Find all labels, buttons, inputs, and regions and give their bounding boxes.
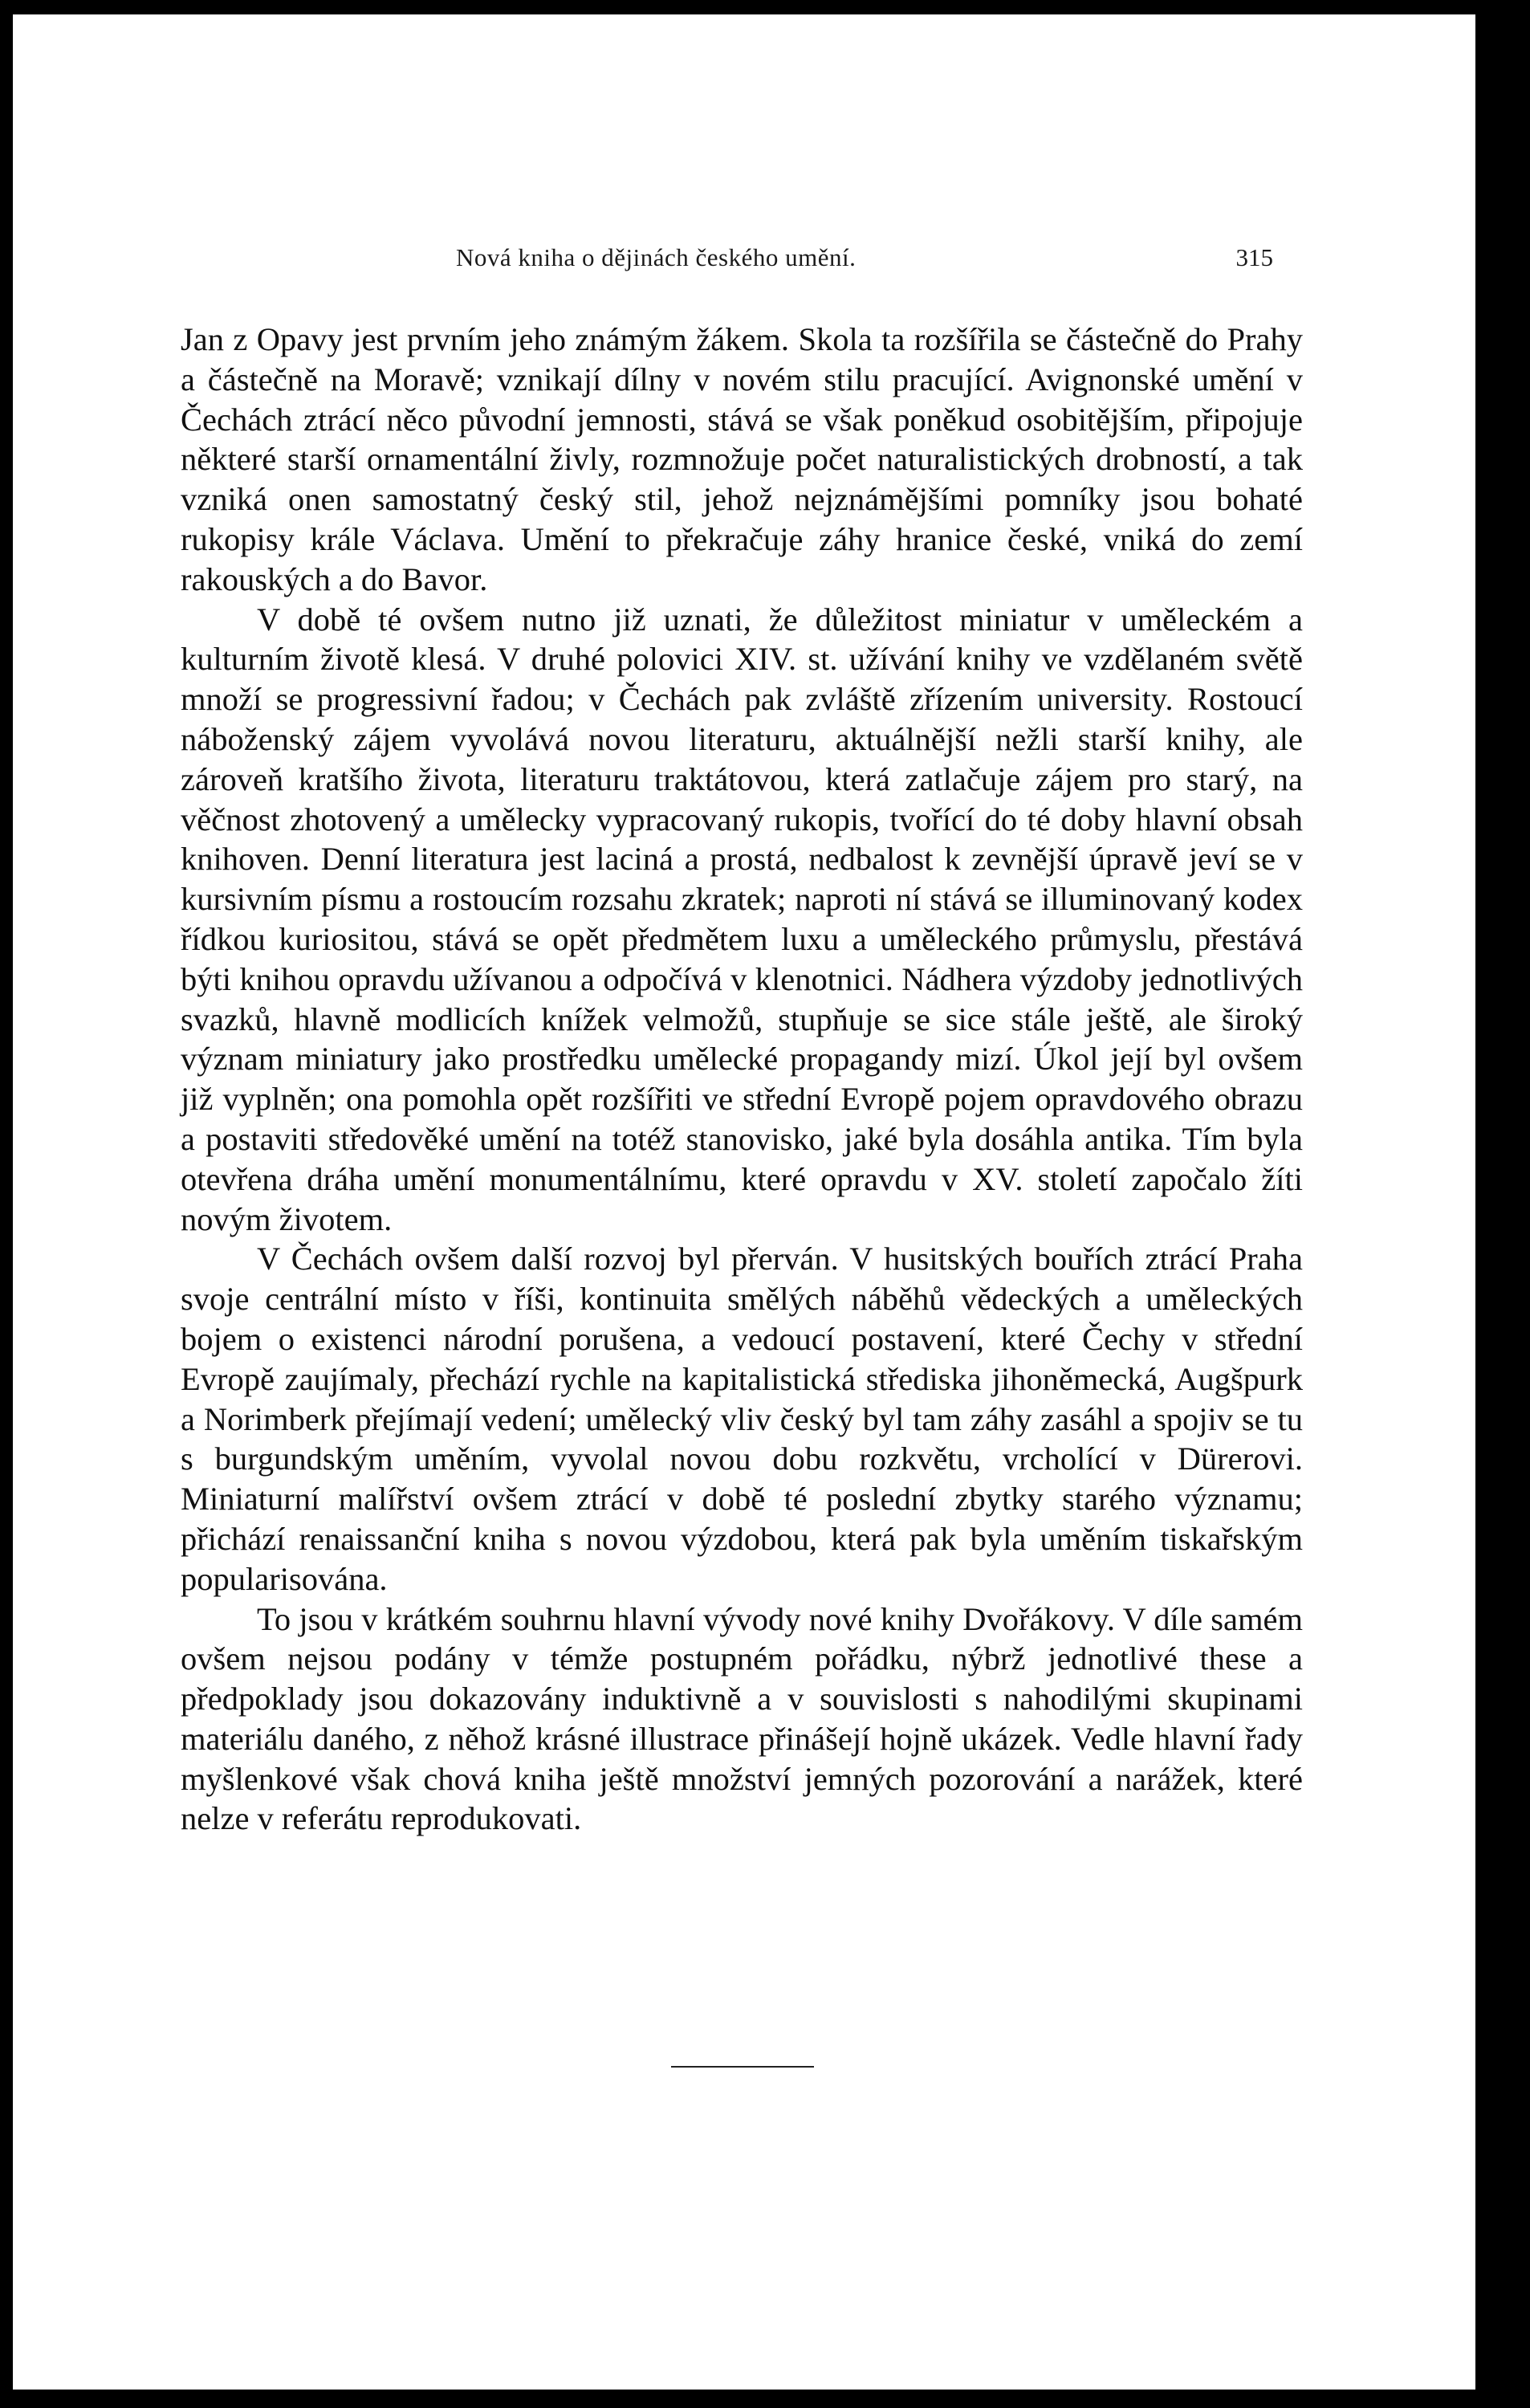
page-number: 315	[1235, 243, 1273, 271]
paragraph: To jsou v krátkém souhrnu hlavní vývody nové knihy Dvořákovy. V díle samém ovšem nejsou podány v témže postupném pořádku, nýbrž jednotlivé these a předpoklady jsou dokazovány induktivně a v souvislosti s nahodilými skupinami materiálu daného, z něhož krásné illustrace přinášejí hojně ukázek. Vedle hlavní řady myšlenkové však chová kniha ještě množství jemných pozorování a narážek, které nelze v referátu reprodukovati.	[181, 1600, 1303, 1837]
book-page	[13, 14, 1476, 2390]
paragraph: V Čechách ovšem další rozvoj byl přerván. V husitských bouřích ztrácí Praha svoje centrální místo v říši, kontinuita smělých náběhů vědeckých a uměleckých bojem o existenci národní porušena, a vedoucí postavení, které Čechy v střední Evropě zaujímaly, přechází rychle na kapitalistická střediska jihoněmecká, Augšpurk a Norimberk přejímají vedení; umělecký vliv český byl tam záhy zasáhl a spojiv se tu s burgundským uměním, vyvolal novou dobu rozkvětu, vrcholící v Dürerovi. Miniaturní malířství ovšem ztrácí v době té poslední zbytky starého významu; přichází renaissanční kniha s novou výzdobou, která pak byla uměním tiskařským popularisována.	[181, 1241, 1303, 1597]
scan-border	[1475, 0, 1530, 2408]
running-title: Nová kniha o dějinách českého umění.	[456, 243, 857, 271]
body-text	[181, 320, 1303, 1839]
page-header	[456, 243, 1273, 282]
section-separator-rule	[671, 2066, 814, 2068]
paragraph: V době té ovšem nutno již uznati, že důležitost miniatur v uměleckém a kulturním životě klesá. V druhé polovici XIV. st. užívání knihy ve vzdělaném světě množí se progressivní řadou; v Čechách pak zvláště zřízením university. Rostoucí náboženský zájem vyvolává novou literaturu, aktuálnější nežli starší knihy, ale zároveň kratšího života, literaturu traktátovou, která zatlačuje zájem pro starý, na věčnost zhotovený a umělecky vypracovaný rukopis, tvořící do té doby hlavní obsah knihoven. Denní literatura jest laciná a prostá, nedbalost k zevnější úpravě jeví se v kursivním písmu a rostoucím rozsahu zkratek; naproti ní stává se illuminovaný kodex řídkou kuriositou, stává se opět předmětem luxu a uměleckého průmyslu, přestává býti knihou opravdu užívanou a odpočívá v klenotnici. Nádhera výzdoby jednotlivých svazků, hlavně modlicích knížek velmožů, stupňuje se sice stále ještě, ale široký význam miniatury jako prostředku umělecké propagandy mizí. Úkol její byl ovšem již vyplněn; ona pomohla opět rozšířiti ve střední Evropě pojem opravdového obrazu a postaviti středověké umění na totéž stanovisko, jaké byla dosáhla antika. Tím byla otevřena dráha umění monumentálnímu, které opravdu v XV. století započalo žíti novým životem.	[181, 601, 1303, 1237]
paragraph: Jan z Opavy jest prvním jeho známým žákem. Skola ta rozšířila se částečně do Prahy a částečně na Moravě; vznikají dílny v novém stilu pracující. Avignonské umění v Čechách ztrácí něco původní jemnosti, stává se však poněkud osobitějším, připojuje některé starší ornamentální živly, rozmnožuje počet naturalistických drobností, a tak vzniká onen samostatný český stil, jehož nejznámějšími pomníky jsou bohaté rukopisy krále Václava. Umění to překračuje záhy hranice české, vniká do zemí rakouských a do Bavor.	[181, 321, 1303, 597]
